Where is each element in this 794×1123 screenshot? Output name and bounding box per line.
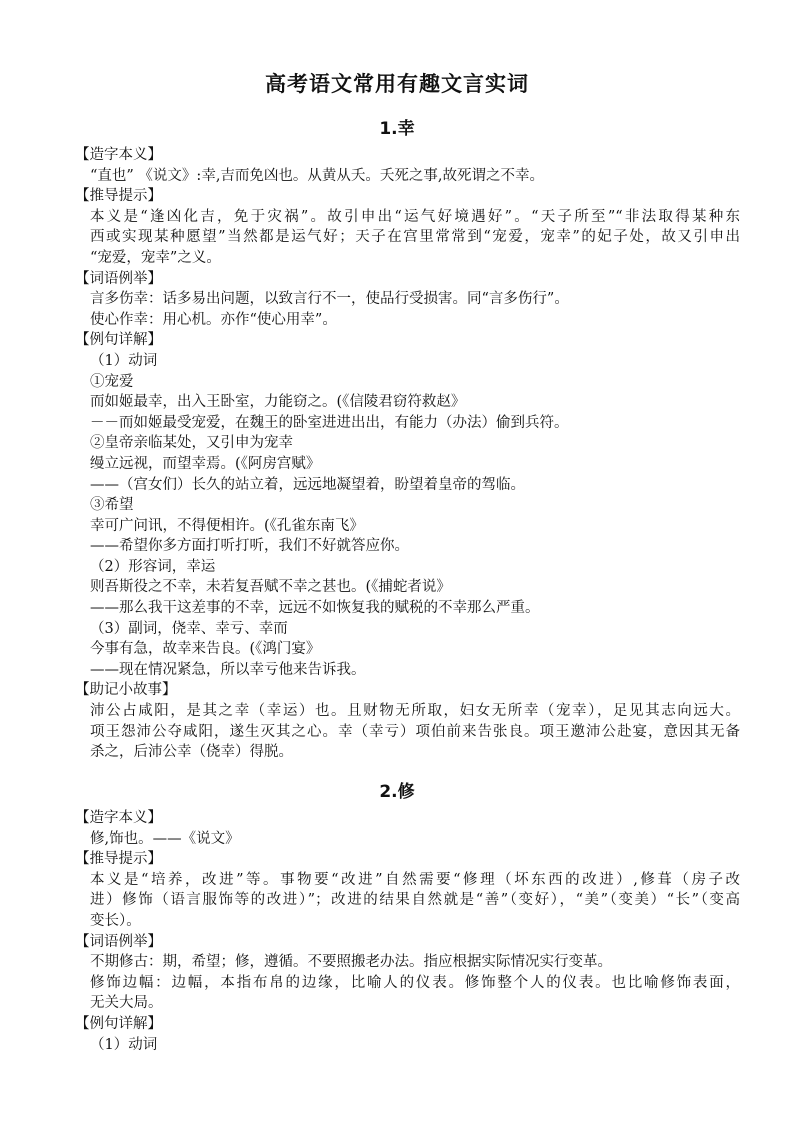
text-line: “直也” 《说文》:幸,吉而免凶也。从黄从夭。夭死之事,故死谓之不幸。: [90, 167, 545, 184]
text-line: 变长）。: [90, 912, 141, 929]
text-line: 而如姬最幸，出入王卧室，力能窃之。(《信陵君窃符救赵》: [90, 394, 466, 411]
section-heading: 1.幸: [379, 119, 415, 139]
section-heading: 2.修: [379, 782, 415, 802]
text-line: ——那么我干这差事的不幸，远远不如恢复我的赋税的不幸那么严重。: [90, 600, 540, 617]
section-label: 【词语例举】: [75, 270, 162, 287]
section-label: 【例句详解】: [75, 332, 162, 349]
section-body: [75, 145, 740, 763]
text-line: 则吾斯役之不幸，未若复吾赋不幸之甚也。(《捕蛇者说》: [90, 579, 451, 596]
text-line: ①宠爱: [90, 373, 134, 390]
text-line: 沛公占咸阳，是其之幸（幸运）也。且财物无所取，妇女无所幸（宠幸），足见其志向远大。: [90, 703, 740, 720]
text-line: ③希望: [90, 497, 134, 514]
text-line: 无关大局。: [90, 995, 163, 1012]
section-label: 【造字本义】: [75, 147, 162, 163]
document-title: 高考语文常用有趣文言实词: [265, 72, 529, 96]
section-label: 【推导提示】: [75, 188, 162, 205]
section-label: 【词语例举】: [75, 933, 162, 950]
text-line: ——现在情况紧急，所以幸亏他来告诉我。: [90, 661, 366, 678]
text-line: 项王怨沛公夺咸阳，遂生灭其之心。幸（幸亏）项伯前来告张良。项王邀沛公赴宴，意因其无备: [90, 723, 740, 740]
text-line: 修饰边幅：边幅，本指布帛的边缘，比喻人的仪表。修饰整个人的仪表。也比喻修饰表面，: [90, 974, 740, 991]
text-line: （2）形容词，幸运: [90, 558, 216, 575]
text-line: 言多伤幸：话多易出问题，以致言行不一，使品行受损害。同“言多伤行”。: [90, 291, 569, 308]
section-label: 【助记小故事】: [75, 682, 177, 699]
text-line: 幸可广问讯，不得便相许。(《孔雀东南飞》: [90, 517, 364, 534]
text-line: －－而如姬最受宠爱，在魏王的卧室进进出出，有能力（办法）偷到兵符。: [90, 414, 569, 431]
text-line: 今事有急，故幸来告良。(《鸿门宴》: [90, 641, 321, 658]
text-line: 缦立远视，而望幸焉。(《阿房宫赋》: [90, 455, 321, 472]
section-label: 【造字本义】: [75, 810, 162, 826]
text-line: 不期修古：期，希望；修，遵循。不要照搬老办法。指应根据实际情况实行变革。: [90, 954, 612, 971]
section-body: [75, 808, 740, 1055]
text-line: （1）动词: [90, 1036, 158, 1053]
text-line: 使心作幸：用心机。亦作“使心用幸”。: [90, 311, 337, 328]
text-line: ②皇帝亲临某处，又引申为宠幸: [90, 435, 293, 452]
text-line: 本义是“逢凶化吉，免于灾祸”。故引申出“运气好境遇好”。“天子所至”“非法取得某种东: [90, 208, 740, 225]
text-line: （3）副词，侥幸、幸亏、幸而: [90, 620, 288, 637]
text-line: 修,饰也。——《说文》: [90, 830, 240, 847]
text-line: 西或实现某种愿望”当然都是运气好；天子在宫里常常到“宠爱，宠幸”的妃子处，故又引申出: [90, 229, 740, 246]
text-line: ——（宫女们）长久的站立着，远远地凝望着，盼望着皇帝的驾临。: [90, 476, 525, 493]
text-line: 本义是“培养，改进”等。事物要“改进”自然需要“修理（坏东西的改进）,修葺（房子改: [90, 871, 740, 888]
section-label: 【推导提示】: [75, 851, 162, 868]
text-line: （1）动词: [90, 352, 158, 369]
text-line: 杀之，后沛公幸（侥幸）得脱。: [90, 744, 293, 761]
text-line: “宠爱，宠幸”之义。: [90, 249, 221, 266]
text-line: 进）修饰（语言服饰等的改进）”；改进的结果自然就是“善”（变好），“美”（变美）“长”（变高: [90, 892, 740, 909]
section-label: 【例句详解】: [75, 1015, 162, 1032]
text-line: ——希望你多方面打听打听，我们不好就答应你。: [90, 538, 409, 555]
